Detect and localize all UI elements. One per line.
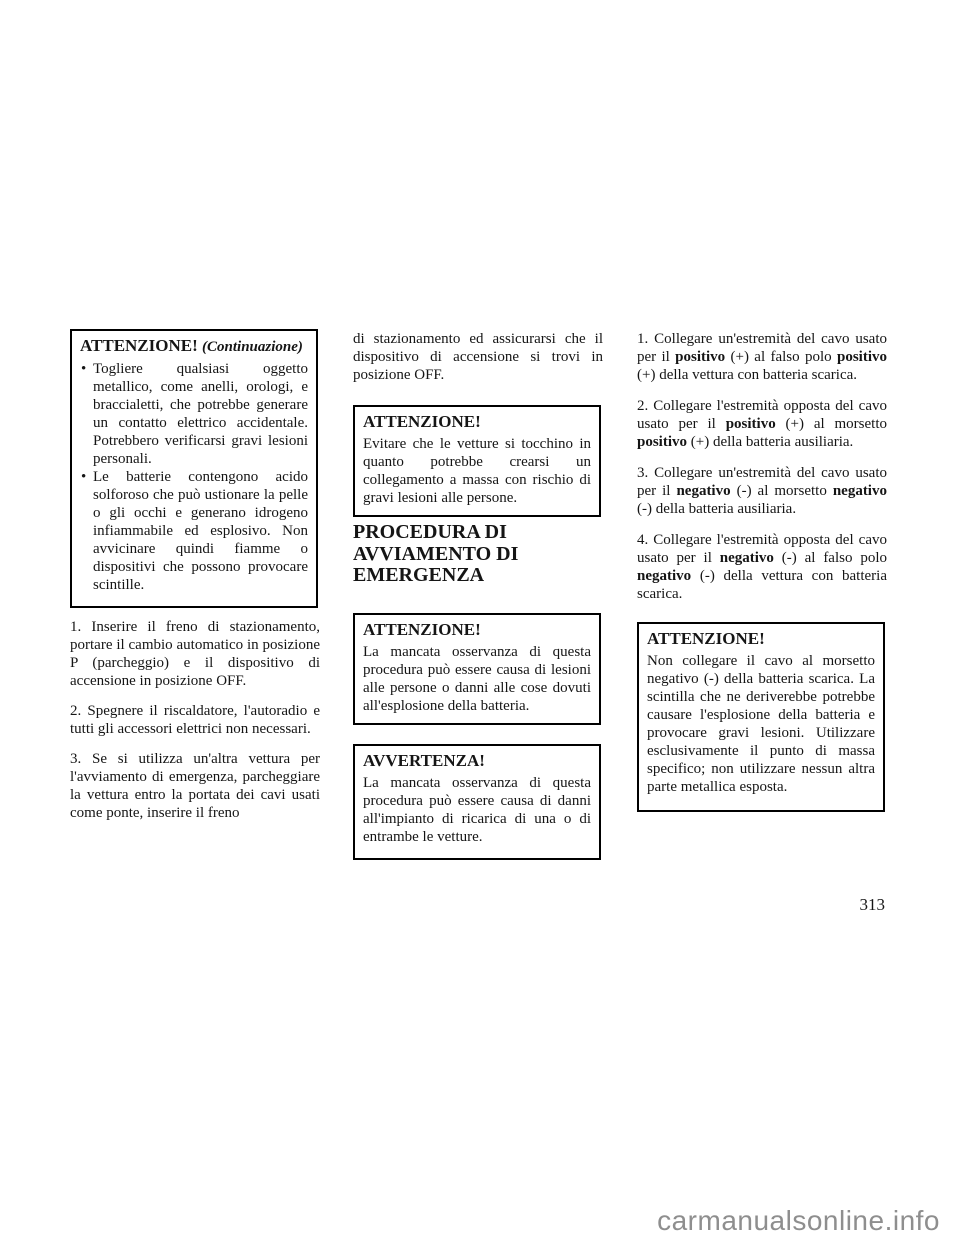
step-paragraph: 3. Collegare un'estremità del cavo usato per il negativo (-) al morsetto negativo (-) della batteria ausiliaria. — [637, 465, 887, 517]
step-paragraph: 4. Collegare l'estremità opposta del cavo usato per il negativo (-) al falso polo negativo (-) della vettura con batteria scarica. — [637, 532, 888, 602]
step-paragraph: 1. Collegare un'estremità del cavo usato per il positivo (+) al falso polo positivo (+) della vettura con batteria scarica. — [637, 331, 887, 383]
intro-paragraph: di stazionamento ed assicurarsi che il dispositivo di accensione si trovi in posizione OFF. — [353, 331, 603, 383]
warning-body: La mancata osservanza di questa procedura può essere causa di lesioni alle persone o danni alle cose dovuti all'esplosione della batteria. — [363, 644, 591, 714]
warning-title: ATTENZIONE! — [647, 629, 765, 648]
warning-box-attenzione — [353, 405, 601, 517]
page-number: 313 — [859, 895, 885, 914]
bullet-item: • Le batterie contengono acido solforoso che può ustionare la pelle o gli occhi e generano idrogeno infiammabile ed esplosivo. Non avvicinare quindi fiamme o dispositivi che possono provocare scintille. — [80, 468, 308, 594]
continuation-label: (Continuazione) — [202, 339, 303, 355]
step-paragraph: 3. Se si utilizza un'altra vettura per l'avviamento di emergenza, parcheggiare la vettura entro la portata dei cavi usati come ponte, inserire il freno — [70, 751, 320, 821]
section-heading: PROCEDURA DI AVVIAMENTO DI EMERGENZA — [353, 521, 519, 586]
column-left — [70, 329, 320, 822]
warning-box-title-row — [80, 336, 308, 357]
warning-box-continuation — [70, 329, 318, 608]
caution-body: La mancata osservanza di questa procedura può essere causa di danni all'impianto di ricarica di una o di entrambe le vetture. — [363, 775, 591, 845]
warning-title: ATTENZIONE! — [80, 336, 198, 355]
column-middle — [353, 0, 603, 1242]
column-right — [637, 330, 887, 812]
warning-title: ATTENZIONE! — [363, 620, 481, 639]
bullet-item: • Togliere qualsiasi oggetto metallico, come anelli, orologi, e braccialetti, che potrebbe generare un contatto elettrico accidentale. Potrebbero verificarsi gravi lesioni personali. — [80, 360, 308, 468]
warning-box-attenzione — [353, 613, 601, 725]
step-paragraph: 2. Spegnere il riscaldatore, l'autoradio e tutti gli accessori elettrici non necessari. — [70, 703, 320, 737]
watermark: carmanualsonline.info — [657, 1205, 940, 1236]
warning-body: Non collegare il cavo al morsetto negativo (-) della batteria scarica. La scintilla che ne deriverebbe potrebbe causare l'esplosione della batteria e provocare gravi lesioni. Utilizzare esclusivamente il punto di massa specifico; non utilizzare nessun altra parte metallica esposta. — [647, 653, 875, 795]
caution-box-avvertenza — [353, 744, 601, 860]
warning-title: ATTENZIONE! — [363, 412, 481, 431]
caution-title: AVVERTENZA! — [363, 751, 485, 770]
step-paragraph: 2. Collegare l'estremità opposta del cavo usato per il positivo (+) al morsetto positivo (+) della batteria ausiliaria. — [637, 398, 887, 450]
warning-body: Evitare che le vetture si tocchino in quanto potrebbe crearsi un collegamento a massa con rischio di gravi lesioni alle persone. — [363, 436, 591, 506]
step-paragraph: 1. Inserire il freno di stazionamento, portare il cambio automatico in posizione P (parcheggio) e il dispositivo di accensione in posizione OFF. — [70, 619, 320, 689]
warning-box-attenzione — [637, 622, 885, 812]
